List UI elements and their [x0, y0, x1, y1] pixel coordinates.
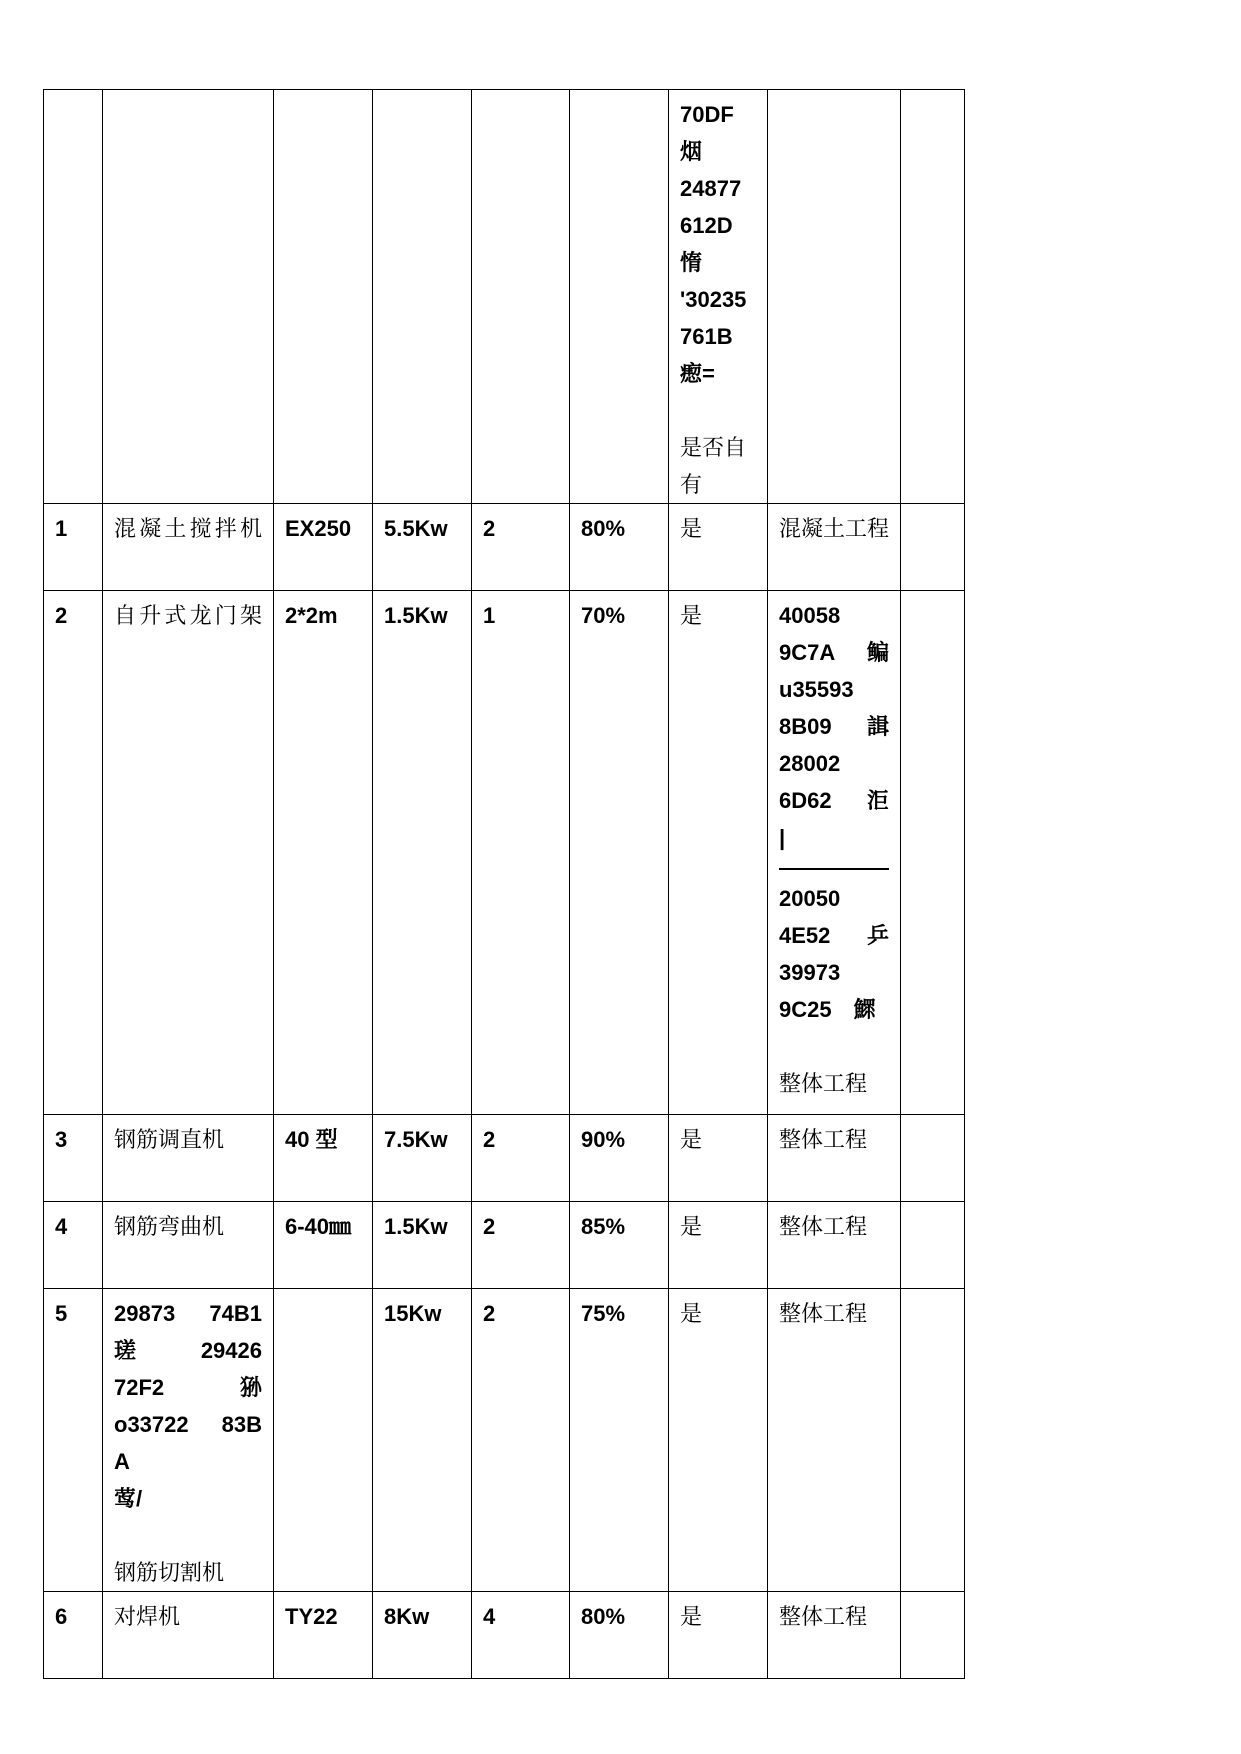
- equipment-usage: 整体工程: [768, 1202, 901, 1289]
- equipment-usage: 整体工程: [768, 1289, 901, 1592]
- equipment-table: [43, 89, 965, 1679]
- usage-code-line: 6D62 洰: [779, 788, 889, 813]
- equipment-owned: 是: [669, 1202, 768, 1289]
- equipment-owned: 是: [669, 1115, 768, 1202]
- equipment-name: 混凝土搅拌机: [103, 504, 274, 591]
- table-row: [44, 1202, 965, 1289]
- equipment-owned: 是: [669, 591, 768, 1115]
- table-cell: [901, 504, 965, 591]
- equipment-rate: 70%: [570, 591, 669, 1115]
- row-number: 6: [44, 1592, 103, 1679]
- table-cell: [44, 90, 103, 504]
- equipment-power: 1.5Kw: [373, 591, 472, 1115]
- equipment-name: 钢筋调直机: [103, 1115, 274, 1202]
- usage-code-line: 8B09 諿: [779, 714, 889, 739]
- equipment-name: [103, 1289, 274, 1592]
- usage-code-line: 4E52 乒: [779, 923, 889, 948]
- header-code-line: 烟: [680, 139, 703, 164]
- name-code-line: o33722 83BA: [114, 1412, 262, 1474]
- table-cell: [901, 90, 965, 504]
- usage-code-line: u35593: [779, 677, 854, 702]
- table-cell: [472, 90, 570, 504]
- equipment-model: 6-40㎜: [274, 1202, 373, 1289]
- equipment-qty: 2: [472, 1289, 570, 1592]
- table-cell: [901, 1202, 965, 1289]
- equipment-model: 2*2m: [274, 591, 373, 1115]
- equipment-power: 8Kw: [373, 1592, 472, 1679]
- table-row: [44, 1289, 965, 1592]
- row-number: 3: [44, 1115, 103, 1202]
- header-code-line: 24877: [680, 176, 742, 201]
- equipment-qty: 1: [472, 591, 570, 1115]
- header-code-line: '30235: [680, 287, 747, 312]
- header-code-line: 761B: [680, 324, 733, 349]
- equipment-rate: 80%: [570, 1592, 669, 1679]
- equipment-power: 7.5Kw: [373, 1115, 472, 1202]
- equipment-rate: 85%: [570, 1202, 669, 1289]
- row-number: 5: [44, 1289, 103, 1592]
- equipment-power: 15Kw: [373, 1289, 472, 1592]
- equipment-rate: 90%: [570, 1115, 669, 1202]
- equipment-qty: 2: [472, 1202, 570, 1289]
- equipment-usage: 整体工程: [768, 1592, 901, 1679]
- equipment-power: 5.5Kw: [373, 504, 472, 591]
- table-cell: [373, 90, 472, 504]
- equipment-qty: 2: [472, 504, 570, 591]
- table-row: [44, 591, 965, 1115]
- table-header-row: [44, 90, 965, 504]
- equipment-name: 自升式龙门架: [103, 591, 274, 1115]
- usage-label: 整体工程: [779, 1071, 868, 1096]
- usage-code-line: 20050: [779, 886, 841, 911]
- usage-code-line: 28002: [779, 751, 841, 776]
- table-cell: [103, 90, 274, 504]
- header-code-line: 612D: [680, 213, 733, 238]
- table-row: [44, 504, 965, 591]
- usage-code-line: 9C7A 鳊: [779, 640, 889, 665]
- table-cell: [570, 90, 669, 504]
- equipment-name: 钢筋弯曲机: [103, 1202, 274, 1289]
- equipment-rate: 75%: [570, 1289, 669, 1592]
- owned-header-label: 是否自有: [680, 435, 747, 497]
- table-cell: [901, 591, 965, 1115]
- name-code-line: 29873 74B1: [114, 1301, 262, 1326]
- row-number: 2: [44, 591, 103, 1115]
- row-number: 1: [44, 504, 103, 591]
- owned-header-cell: [669, 90, 768, 504]
- table-row: [44, 1592, 965, 1679]
- table-row: [44, 1115, 965, 1202]
- row-number: 4: [44, 1202, 103, 1289]
- header-code-line: 70DF: [680, 102, 734, 127]
- equipment-owned: 是: [669, 1592, 768, 1679]
- equipment-qty: 2: [472, 1115, 570, 1202]
- equipment-usage: [768, 591, 901, 1115]
- header-code-line: 惰: [680, 250, 703, 275]
- equipment-usage: 混凝土工程: [768, 504, 901, 591]
- equipment-model: [274, 1289, 373, 1592]
- table-cell: [901, 1592, 965, 1679]
- table-cell: [901, 1289, 965, 1592]
- equipment-power: 1.5Kw: [373, 1202, 472, 1289]
- usage-code-line: 40058: [779, 603, 841, 628]
- usage-code-line: |: [779, 825, 786, 850]
- equipment-name-label: 钢筋切割机: [114, 1560, 225, 1585]
- equipment-owned: 是: [669, 1289, 768, 1592]
- equipment-model: TY22: [274, 1592, 373, 1679]
- header-code-line: 瘛=: [680, 361, 715, 386]
- name-code-line: 瑳 29426: [114, 1338, 262, 1363]
- equipment-rate: 80%: [570, 504, 669, 591]
- equipment-usage: 整体工程: [768, 1115, 901, 1202]
- name-code-line: 72F2 狲: [114, 1375, 262, 1400]
- table-cell: [901, 1115, 965, 1202]
- table-cell: [768, 90, 901, 504]
- equipment-qty: 4: [472, 1592, 570, 1679]
- usage-code-line: 9C25 鰥: [779, 997, 876, 1022]
- usage-code-line: 39973: [779, 960, 841, 985]
- name-code-line: 莺/: [114, 1486, 143, 1511]
- equipment-model: EX250: [274, 504, 373, 591]
- table-cell: [274, 90, 373, 504]
- equipment-name: 对焊机: [103, 1592, 274, 1679]
- equipment-model: 40 型: [274, 1115, 373, 1202]
- divider: [779, 868, 889, 870]
- equipment-owned: 是: [669, 504, 768, 591]
